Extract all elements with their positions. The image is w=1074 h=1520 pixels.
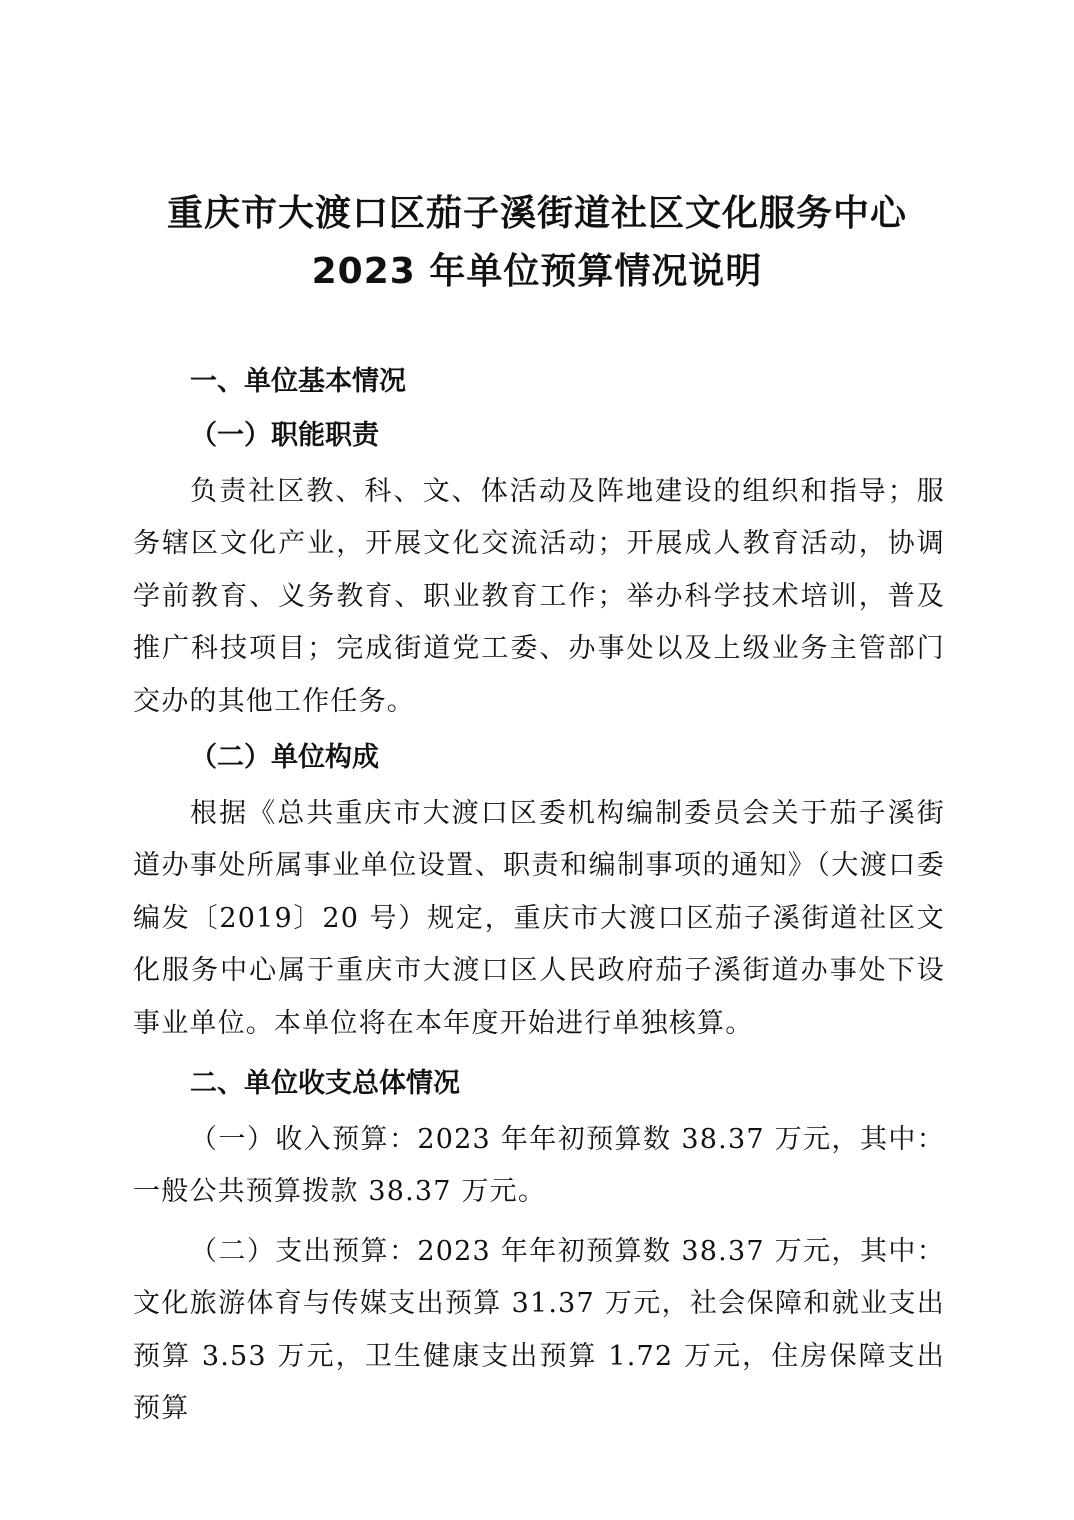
document-title-line1: 重庆市大渡口区茄子溪街道社区文化服务中心 xyxy=(166,193,907,234)
section-heading-budget-overview: 二、单位收支总体情况 xyxy=(190,1068,460,1099)
section-heading-basic-info: 一、单位基本情况 xyxy=(190,366,406,397)
paragraph-duties: 负责社区教、科、文、体活动及阵地建设的组织和指导；服务辖区文化产业，开展文化交流活动；开展成人教育活动，协调学前教育、义务教育、职业教育工作；举办科学技术培训，普及推广科技项目；完成街道党工委、办事处以及上级业务主管部门交办的其他工作任务。 xyxy=(133,476,945,717)
document-title-line2: 2023 年单位预算情况说明 xyxy=(311,251,763,292)
subsection-heading-duties: （一）职能职责 xyxy=(190,420,379,451)
paragraph-expenditure-budget: （二）支出预算：2023 年年初预算数 38.37 万元，其中：文化旅游体育与传媒支出预算 31.37 万元，社会保障和就业支出预算 3.53 万元，卫生健康支出预算 1.72 万元，住房保障支出预算 xyxy=(133,1236,945,1425)
paragraph-income-budget: （一）收入预算：2023 年年初预算数 38.37 万元，其中：一般公共预算拨款 38.37 万元。 xyxy=(133,1124,945,1208)
subsection-heading-composition: （二）单位构成 xyxy=(190,742,379,773)
paragraph-composition: 根据《总共重庆市大渡口区委机构编制委员会关于茄子溪街道办事处所属事业单位设置、职责和编制事项的通知》（大渡口委编发〔2019〕20 号）规定，重庆市大渡口区茄子溪街道社区文化服务中心属于重庆市大渡口区人民政府茄子溪街道办事处下设事业单位。本单位将在本年度开始进行单独核算。 xyxy=(133,798,945,1039)
